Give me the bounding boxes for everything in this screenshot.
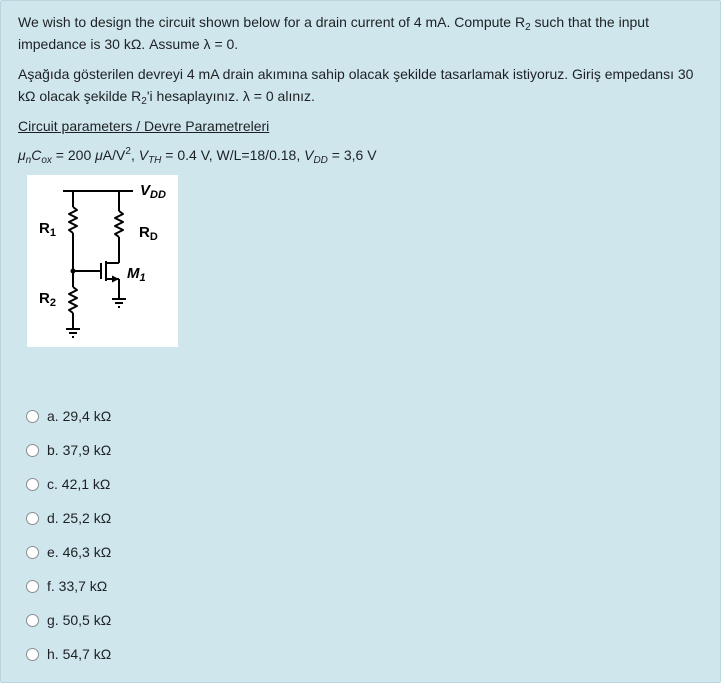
r1-resistor <box>69 207 77 233</box>
question-tr-r2-sub: 2 <box>141 96 147 107</box>
params-line <box>18 144 708 166</box>
param-value: = 200 <box>51 147 96 163</box>
param-vth: V <box>138 147 149 163</box>
option-label: h. 54,7 kΩ <box>47 646 112 662</box>
circuit-diagram <box>27 175 178 347</box>
question-text-en <box>18 11 708 55</box>
option-label: a. 29,4 kΩ <box>47 408 112 424</box>
param-unit-mu: μ <box>95 147 103 163</box>
radio-button[interactable] <box>26 614 39 627</box>
r2-resistor <box>69 287 77 313</box>
radio-button[interactable] <box>26 580 39 593</box>
param-sep: , <box>130 147 139 163</box>
option-d[interactable] <box>26 501 111 535</box>
radio-button[interactable] <box>26 478 39 491</box>
rd-label: $R_D$ <box>139 224 158 243</box>
param-mu: μ <box>18 147 26 163</box>
vdd-label: $V_{DD}$ <box>140 182 166 201</box>
option-label: b. 37,9 kΩ <box>47 442 112 458</box>
question-tr-part1: Aşağıda gösterilen devreyi 4 mA drain akımına sahip olacak şekilde tasarlamak istiyoruz. Giriş empedansı 30 kΩ olacak şekilde R <box>18 66 694 104</box>
option-a[interactable] <box>26 399 111 433</box>
option-label: c. 42,1 kΩ <box>47 476 111 492</box>
option-e[interactable] <box>26 535 111 569</box>
option-label: d. 25,2 kΩ <box>47 510 112 526</box>
option-c[interactable] <box>26 467 111 501</box>
param-vth-value: = 0.4 V, W/L=18/0.18, <box>161 147 305 163</box>
question-en-r2-sub: 2 <box>525 22 531 33</box>
option-h[interactable] <box>26 637 111 671</box>
radio-button[interactable] <box>26 512 39 525</box>
ground-symbol-source <box>112 299 126 307</box>
r1-label: $R_1$ <box>39 220 56 239</box>
param-unit: A/V <box>102 147 126 163</box>
option-label: e. 46,3 kΩ <box>47 544 112 560</box>
question-tr-part2: 'i hesaplayınız. λ = 0 alınız. <box>146 88 315 104</box>
option-label: g. 50,5 kΩ <box>47 612 112 628</box>
gate-node-dot <box>71 269 76 274</box>
ground-symbol-r2 <box>66 329 80 337</box>
m1-label: $M_1$ <box>127 265 146 284</box>
circuit-schematic <box>27 175 178 347</box>
question-text-tr <box>18 63 708 107</box>
question-en-part2: such that the input impedance is 30 kΩ. Assume λ = 0. <box>18 14 649 52</box>
param-cox-sub: ox <box>41 155 52 166</box>
param-unit-sup: 2 <box>125 146 131 157</box>
option-b[interactable] <box>26 433 111 467</box>
answer-options <box>26 399 111 671</box>
param-cox: C <box>31 147 42 163</box>
param-mu-sub: n <box>25 155 32 166</box>
question-en-part1: We wish to design the circuit shown below for a drain current of 4 mA. Compute R <box>18 14 526 30</box>
radio-button[interactable] <box>26 648 39 661</box>
r2-label: $R_2$ <box>39 290 56 309</box>
option-label: f. 33,7 kΩ <box>47 578 108 594</box>
params-heading: Circuit parameters / Devre Parametreleri <box>18 118 270 134</box>
radio-button[interactable] <box>26 410 39 423</box>
param-vdd-value: = 3,6 V <box>327 147 377 163</box>
option-g[interactable] <box>26 603 111 637</box>
radio-button[interactable] <box>26 546 39 559</box>
param-vdd: V <box>304 147 314 163</box>
rd-resistor <box>115 211 123 237</box>
option-f[interactable] <box>26 569 111 603</box>
param-vdd-sub: DD <box>313 155 328 166</box>
source-arrow <box>112 276 119 283</box>
param-vth-sub: TH <box>148 155 162 166</box>
radio-button[interactable] <box>26 444 39 457</box>
